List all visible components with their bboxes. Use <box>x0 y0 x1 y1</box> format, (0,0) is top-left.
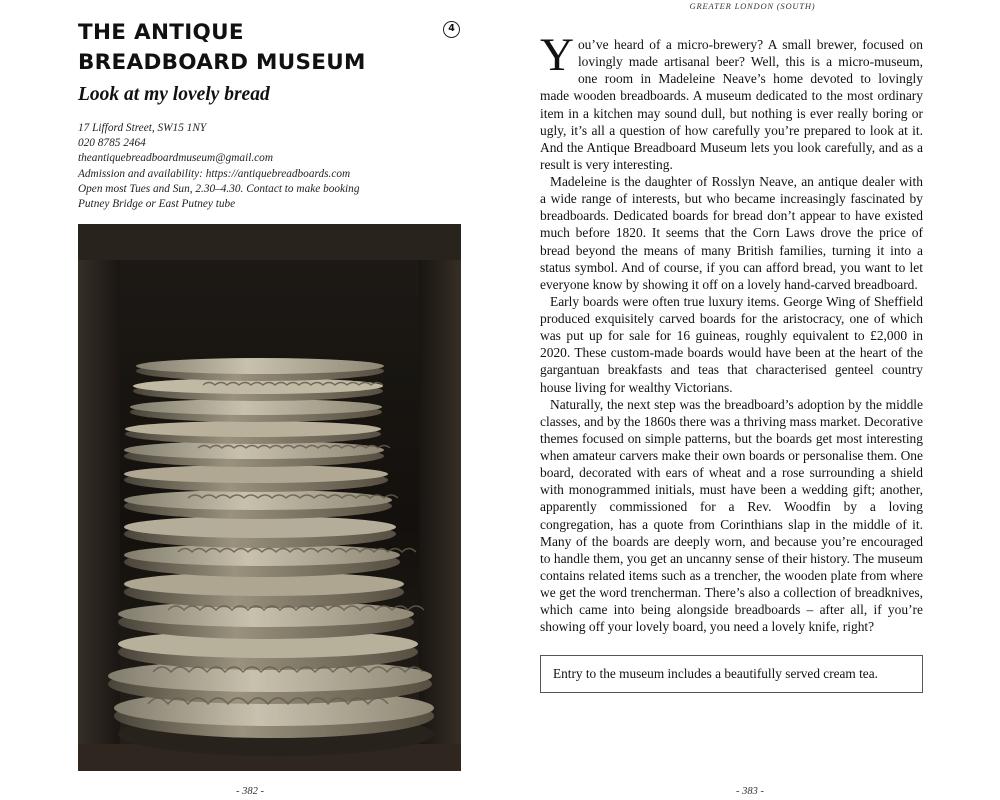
left-page-number: - 382 - <box>236 786 264 797</box>
right-page-number: - 383 - <box>736 786 764 797</box>
note-box: Entry to the museum includes a beautifully served cream tea. <box>540 655 923 693</box>
paragraph: Naturally, the next step was the breadboard’s adoption by the middle classes, and by the 1860s there was a thriving mass market. Decorative themes focused on simple patterns, but the boards get most interesting when amateur carvers make their own boards or personalise them. One board, decorated with ears of wheat and a rose surrounding a shield with monogrammed initials, must have been a wedding gift; another, apparently commissioned for a Rev. Woodfin by a loving congregation, has a quote from Corinthians slap in the middle of it. Many of the boards are deeply worn, and because you’re encouraged to handle them, you get an uncanny sense of their history. The museum contains related items such as a trencher, the wooden plate from where we get the word trencherman. There’s also a collection of breadknives, which came into being alongside breadboards – after all, if you’re showing off your lovely board, you need a lovely knife, right? <box>540 396 923 635</box>
entry-number-badge: 4 <box>443 21 460 38</box>
museum-title: THE ANTIQUE BREADBOARD MUSEUM <box>78 20 366 75</box>
running-head: GREATER LONDON (SOUTH) <box>689 1 816 11</box>
museum-subtitle: Look at my lovely bread <box>78 84 270 105</box>
paragraph <box>540 29 923 173</box>
museum-info-block <box>78 121 468 212</box>
right-page <box>500 0 1000 800</box>
phone-line: 020 8785 2464 <box>78 137 146 150</box>
paragraph: Madeleine is the daughter of Rosslyn Neave, an antique dealer with a wide range of interests, but who became increasingly fascinated by breadboards. Dedicated boards for bread don’t appear to have existed much before 1820. It seems that the Corn Laws drove the price of bread beyond the means of many British families, turning it into a status symbol. And of course, if you can afford bread, you want to let everyone know by showing it off on a lovely hand-carved breadboard. <box>540 174 923 292</box>
paragraph-text: ou’ve heard of a micro-brewery? A small brewer, focused on lovingly made artisanal beer? Well, this is a micro-museum, one room in Madeleine Neave’s home devoted to lovingly made wooden breadboards. A museum dedicated to the most ordinary item in a kitchen may sound dull, but nothing is ever really boring or ugly, it’s all a question of how carefully you’re prepared to look at it. And the Antique Breadboard Museum lets you look carefully, and as a result is very interesting. <box>540 37 923 172</box>
paragraph: Early boards were often true luxury items. George Wing of Sheffield produced exquisitely carved boards for the aristocracy, one of which was put up for sale for 16 guineas, roughly equivalent to £2,000 in 2020. These custom-made boards would have been at the heart of the gargantuan breakfasts and teas that characterised genteel country house living for wealthy Victorians. <box>540 293 923 395</box>
drop-cap: Y <box>540 29 574 81</box>
address-line: 17 Lifford Street, SW15 1NY <box>78 122 207 134</box>
admission-line: Admission and availability: https://antiquebreadboards.com <box>78 167 351 180</box>
breadboard-stack-photo <box>78 224 461 771</box>
opening-hours-line: Open most Tues and Sun, 2.30–4.30. Contact to make booking <box>78 182 360 195</box>
transport-line: Putney Bridge or East Putney tube <box>78 198 236 211</box>
email-line: theantiquebreadboardmuseum@gmail.com <box>78 152 273 165</box>
article-body <box>540 29 923 635</box>
